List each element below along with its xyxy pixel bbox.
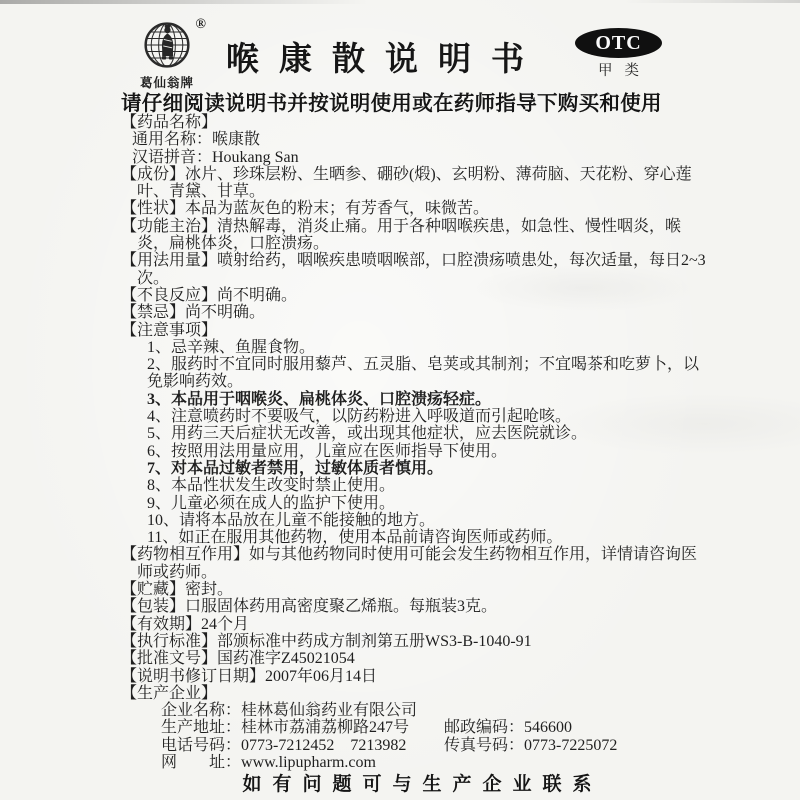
scan-edge-artifact: [0, 0, 368, 4]
section-text: 服药时不宜同时服用藜芦、五灵脂、皂荚或其制剂；不宜喝茶和吃萝卜，以免影响药效。: [147, 356, 700, 391]
section-text: 忌辛辣、鱼腥食物。: [171, 338, 316, 356]
item-number: 8、: [147, 477, 172, 495]
scan-edge-artifact: [624, 0, 800, 3]
section-row: [132, 149, 713, 166]
section-text: 如正在服用其他药物，使用本品前请咨询医师或药师。: [178, 529, 563, 547]
section-row: [121, 546, 713, 581]
section-row: [121, 252, 713, 287]
section-label: 【性状】: [121, 200, 186, 218]
section-text: 清热解毒，消炎止痛。用于各种咽喉疾患，如急性、慢性咽炎，喉炎，扁桃体炎，口腔溃疡。: [137, 217, 682, 253]
section-row: [121, 616, 713, 633]
notice-item: [147, 460, 713, 477]
section-text: 本品为蓝灰色的粉末；有芳香气，味微苦。: [185, 200, 490, 218]
section-label: 【不良反应】: [121, 286, 218, 304]
company-field-right: [444, 719, 572, 736]
section-text: 2007年06月14日: [265, 667, 378, 685]
section-text: 注意喷药时不要吸气，以防药粉进入呼吸道而引起呛咳。: [171, 408, 572, 426]
section-row: [121, 166, 713, 201]
notice-item: [147, 529, 713, 546]
section-text: 如与其他药物同时使用可能会发生药物相互作用，详情请咨询医师或药师。: [137, 546, 698, 581]
section-text: 冰片、珍珠层粉、生晒参、硼砂(煅)、玄明粉、薄荷脑、天花粉、穿心莲叶、青黛、甘草。: [137, 165, 692, 201]
company-field-value: 0773-7225072: [524, 736, 618, 754]
globe-immortal-figure-icon: [141, 19, 193, 71]
company-field-value: 0773-7212452 7213982: [241, 736, 407, 754]
notice-item: [147, 408, 713, 425]
notice-item: [147, 477, 713, 494]
section-text: 儿童必须在成人的监护下使用。: [171, 494, 396, 512]
company-field-value: 桂林葛仙翁药业有限公司: [241, 702, 418, 720]
section-row: [121, 287, 713, 304]
item-number: 7、: [147, 459, 172, 477]
section-text: 24个月: [201, 615, 250, 633]
section-row: [161, 719, 713, 736]
section-row: [121, 598, 713, 615]
section-label: 【执行标准】: [121, 632, 218, 650]
company-field-value: www.lipupharm.com: [241, 753, 376, 771]
section-row: [121, 114, 713, 131]
brand-logo: [128, 19, 206, 91]
section-row: [161, 737, 713, 754]
otc-badge-icon: OTC: [575, 28, 662, 58]
section-row: [132, 131, 713, 148]
item-number: 5、: [147, 425, 172, 443]
section-label: 【批准文号】: [121, 650, 218, 668]
section-text: 请将本品放在儿童不能接触的地方。: [179, 511, 436, 529]
section-text: 尚不明确。: [185, 304, 266, 322]
section-text: 本品性状发生改变时禁止使用。: [171, 477, 396, 495]
item-number: 6、: [147, 442, 172, 460]
section-text: 喷射给药，咽喉疾患喷咽喉部，口腔溃疡喷患处，每次适量，每日2~3次。: [137, 252, 706, 287]
item-number: 1、: [147, 338, 172, 356]
otc-category: 甲类: [598, 63, 651, 79]
section-text: 本品用于咽喉炎、扁桃体炎、口腔溃疡轻症。: [171, 390, 492, 408]
section-text: 按照用法用量应用，儿童应在医师指导下使用。: [171, 442, 508, 460]
notice-item: [147, 425, 713, 442]
section-label: 【禁忌】: [121, 304, 186, 322]
section-text: 密封。: [185, 581, 234, 599]
item-number: 4、: [147, 408, 172, 426]
section-label: 【包装】: [121, 598, 186, 616]
notice-item: [147, 391, 713, 408]
company-field-label: 电话号码：: [161, 736, 242, 754]
notice-item: [147, 339, 713, 356]
section-text: 通用名称：喉康散: [132, 131, 261, 149]
section-label: 【注意事项】: [121, 321, 218, 339]
section-row: [161, 702, 713, 719]
item-number: 11、: [147, 529, 179, 547]
section-label: 【成份】: [121, 165, 186, 183]
section-label: 【药品名称】: [121, 114, 218, 131]
section-row: [121, 581, 713, 598]
sections: [121, 114, 713, 794]
section-row: [121, 200, 713, 217]
section-label: 【药物相互作用】: [121, 546, 250, 564]
item-number: 2、: [147, 356, 172, 374]
item-number: 9、: [147, 494, 172, 512]
notice-item: [147, 443, 713, 460]
section-text: 用药三天后症状无改善，或出现其他症状，应去医院就诊。: [171, 425, 588, 443]
contact-footer: 如有问题可与生产企业联系: [242, 774, 603, 796]
company-field-label: 邮政编码：: [444, 719, 525, 737]
section-row: [121, 322, 713, 339]
section-label: 【有效期】: [121, 615, 202, 633]
registered-trademark-icon: ®: [195, 17, 206, 32]
company-field-label: 传真号码：: [444, 736, 525, 754]
notice-item: [147, 495, 713, 512]
company-field-value: 546600: [524, 719, 573, 737]
section-text: 国药准字Z45021054: [217, 650, 355, 668]
notice-item: [147, 356, 713, 391]
section-label: 【说明书修订日期】: [121, 667, 266, 685]
section-text: 尚不明确。: [217, 286, 298, 304]
section-label: 【用法用量】: [121, 252, 218, 270]
company-field-label: 企业名称：: [161, 702, 242, 720]
company-field-label: 生产地址：: [161, 719, 242, 737]
page-title: 喉康散说明书: [226, 42, 544, 78]
section-label: 【生产企业】: [121, 684, 218, 702]
section-row: [121, 650, 713, 667]
usage-notice: 请仔细阅读说明书并按说明使用或在药师指导下购买和使用: [121, 93, 662, 115]
company-field-value: 桂林市荔浦荔柳路247号: [241, 719, 410, 737]
section-row: [161, 754, 713, 771]
brand-name: 葛仙翁牌: [139, 76, 194, 90]
section-text: 对本品过敏者禁用，过敏体质者慎用。: [171, 459, 444, 477]
section-text: 部颁标准中药成方制剂第五册WS3-B-1040-91: [217, 632, 532, 650]
item-number: 10、: [147, 511, 180, 529]
item-number: 3、: [147, 390, 172, 408]
section-label: 【贮藏】: [121, 581, 186, 599]
section-row: [121, 685, 713, 702]
section-text: 汉语拼音：Houkang San: [132, 148, 299, 166]
section-label: 【功能主治】: [121, 217, 218, 235]
company-field-right: [444, 737, 617, 754]
company-field-label: 网 址：: [161, 753, 242, 771]
section-row: [121, 218, 713, 253]
section-text: 口服固体药用高密度聚乙烯瓶。每瓶装3克。: [185, 598, 498, 616]
section-row: [121, 633, 713, 650]
section-row: [121, 668, 713, 685]
section-row: [121, 304, 713, 321]
notice-item: [147, 512, 713, 529]
